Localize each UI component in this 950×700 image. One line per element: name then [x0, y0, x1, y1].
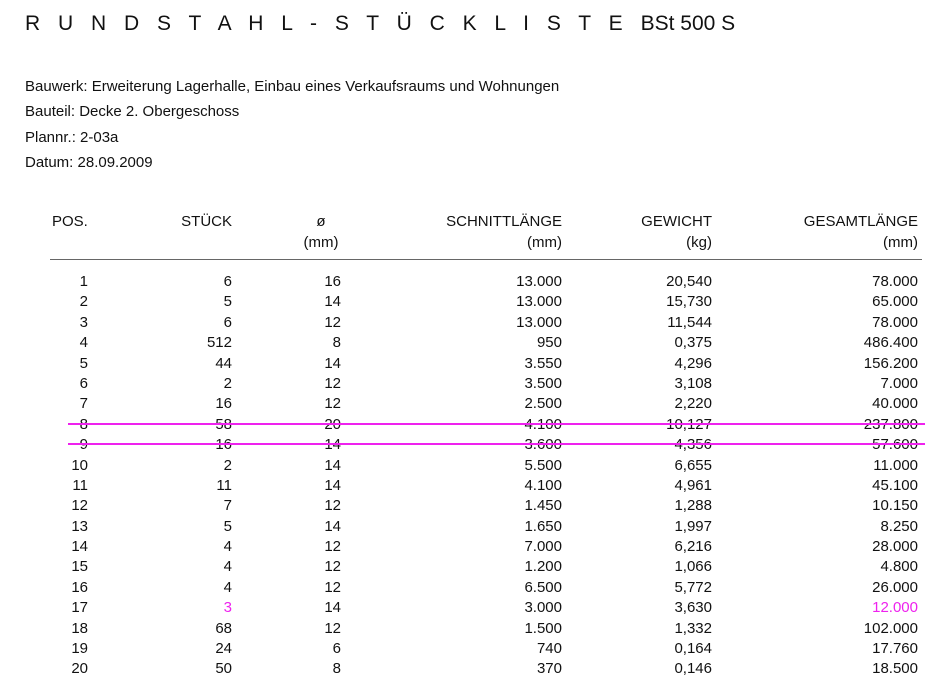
- cell-gesamtlaenge: 28.000: [872, 538, 918, 556]
- cell-schnittlaenge: 950: [536, 334, 562, 352]
- cell-schnittlaenge: 5.500: [524, 456, 562, 474]
- cell-stueck: 68: [215, 619, 232, 637]
- cell-diameter: 8: [332, 334, 341, 352]
- cell-schnittlaenge: 13.000: [516, 273, 562, 290]
- cell-pos: 3: [79, 313, 88, 331]
- cell-gesamtlaenge: 40.000: [872, 395, 918, 413]
- table-row: [0, 517, 950, 537]
- cell-gewicht: 15,730: [666, 293, 712, 311]
- cell-pos: 17: [71, 599, 88, 617]
- cell-diameter: 12: [324, 374, 341, 392]
- cell-stueck: 4: [223, 578, 232, 596]
- cell-gesamtlaenge: 11.000: [873, 456, 918, 474]
- cell-schnittlaenge: 6.500: [524, 578, 562, 596]
- cell-gesamtlaenge: 26.000: [872, 578, 918, 596]
- cell-schnittlaenge: 3.550: [524, 354, 562, 372]
- header-gesamtlaenge: [804, 211, 918, 253]
- cell-schnittlaenge: 7.000: [524, 538, 562, 556]
- cell-schnittlaenge: 13.000: [516, 293, 562, 311]
- cell-stueck: 5: [223, 517, 232, 535]
- cell-gewicht: 1,288: [674, 497, 712, 515]
- cell-pos: 18: [71, 619, 88, 637]
- cell-diameter: 12: [324, 578, 341, 596]
- meta-bauteil: Bauteil: Decke 2. Obergeschoss: [25, 103, 240, 121]
- header-stueck: [181, 211, 232, 232]
- cell-gewicht: 1,997: [674, 517, 712, 535]
- cell-diameter: 14: [324, 599, 341, 617]
- cell-gesamtlaenge: [872, 435, 918, 455]
- cell-pos: 15: [71, 558, 88, 576]
- table-row: [0, 496, 950, 516]
- cell-stueck: 16: [215, 395, 232, 413]
- cell-pos: 6: [79, 374, 88, 392]
- table-row: [0, 354, 950, 374]
- cell-stueck: 512: [206, 334, 232, 352]
- cell-schnittlaenge: [524, 415, 562, 435]
- header-diameter-unit: (mm): [303, 234, 339, 251]
- table-row: [0, 415, 950, 435]
- cell-gesamtlaenge: 12.000: [872, 599, 918, 617]
- cell-stueck: 2: [223, 374, 232, 392]
- cell-stueck: 24: [215, 640, 232, 658]
- strike-through-line: [68, 443, 925, 445]
- cell-diameter: 14: [324, 456, 341, 474]
- cell-diameter: 12: [324, 395, 341, 413]
- cell-schnittlaenge: 1.500: [524, 619, 562, 637]
- header-schnittlaenge-unit: (mm): [527, 234, 562, 251]
- cell-diameter: 14: [324, 354, 341, 372]
- header-diameter-label: ø: [316, 213, 326, 230]
- cell-diameter: 12: [324, 558, 341, 576]
- table-row: [0, 476, 950, 496]
- cell-pos: 14: [71, 538, 88, 556]
- cell-gewicht: 4,961: [674, 476, 712, 494]
- cell-pos: 4: [79, 334, 88, 352]
- cell-diameter: 16: [324, 273, 341, 290]
- cell-gewicht: 0,375: [674, 334, 712, 352]
- cell-diameter: 8: [332, 660, 341, 678]
- cell-gesamtlaenge: 17.760: [872, 640, 918, 658]
- cell-diameter: 12: [324, 313, 341, 331]
- cell-schnittlaenge: [524, 435, 562, 455]
- cell-gesamtlaenge: 8.250: [880, 517, 918, 535]
- cell-schnittlaenge: 1.450: [524, 497, 562, 515]
- table-row: [0, 435, 950, 455]
- table-row: [0, 659, 950, 679]
- document-title: [25, 12, 735, 36]
- header-schnittlaenge-label: SCHNITTLÄNGE: [446, 213, 562, 230]
- cell-stueck: 50: [215, 660, 232, 678]
- cell-gewicht: 0,146: [674, 660, 712, 678]
- cell-gewicht: 6,216: [674, 538, 712, 556]
- cell-pos: [80, 415, 88, 435]
- cell-gesamtlaenge: 65.000: [872, 293, 918, 311]
- cell-schnittlaenge: 13.000: [516, 313, 562, 331]
- cell-pos: 1: [79, 273, 88, 290]
- title-text: R U N D S T A H L - S T Ü C K L I S T E: [25, 12, 629, 35]
- cell-gewicht: 4,296: [674, 354, 712, 372]
- cell-gewicht: 20,540: [666, 273, 712, 290]
- cell-schnittlaenge: 3.500: [524, 374, 562, 392]
- table-row: [0, 333, 950, 353]
- cell-gewicht: 1,332: [674, 619, 712, 637]
- cell-stueck: [215, 415, 232, 435]
- table-row: [0, 557, 950, 577]
- cell-diameter: 14: [324, 517, 341, 535]
- header-gesamtlaenge-label: GESAMTLÄNGE: [803, 213, 918, 230]
- cell-gesamtlaenge: 102.000: [863, 619, 918, 637]
- cell-pos: 11: [72, 476, 88, 494]
- header-stueck-label: STÜCK: [181, 213, 232, 230]
- cell-pos: 12: [71, 497, 88, 515]
- cell-pos: 16: [71, 578, 88, 596]
- cell-pos: 2: [79, 293, 88, 311]
- cell-pos: 7: [79, 395, 88, 413]
- cell-gewicht: 3,108: [674, 374, 712, 392]
- cell-schnittlaenge: 3.000: [524, 599, 562, 617]
- cell-stueck: 3: [223, 599, 232, 617]
- cell-gewicht: 3,630: [674, 599, 712, 617]
- cell-gesamtlaenge: 78.000: [872, 313, 918, 331]
- table-body: [0, 272, 950, 680]
- cell-diameter: 12: [324, 619, 341, 637]
- cell-pos: 13: [71, 517, 88, 535]
- header-gewicht: [641, 211, 712, 253]
- header-gesamtlaenge-unit: (mm): [883, 234, 918, 251]
- header-gewicht-unit: (kg): [686, 234, 712, 251]
- cell-gesamtlaenge: [864, 415, 918, 435]
- cell-diameter: 12: [324, 497, 341, 515]
- meta-bauwerk: Bauwerk: Erweiterung Lagerhalle, Einbau eines Verkaufsraums und Wohnungen: [25, 78, 560, 95]
- cell-gewicht: [666, 415, 712, 435]
- cell-pos: 20: [71, 660, 88, 678]
- table-row: [0, 374, 950, 394]
- cell-stueck: 4: [223, 538, 232, 556]
- cell-stueck: 6: [223, 273, 232, 290]
- document-meta: [25, 74, 559, 175]
- cell-gesamtlaenge: 156.200: [863, 354, 918, 372]
- table-row: [0, 578, 950, 598]
- cell-gewicht: 11,544: [667, 313, 712, 331]
- table-row: [0, 272, 950, 292]
- cell-gesamtlaenge: 45.100: [872, 476, 918, 494]
- cell-stueck: 2: [223, 456, 232, 474]
- table-row: [0, 537, 950, 557]
- cell-stueck: 6: [223, 313, 232, 331]
- cell-diameter: 14: [324, 293, 341, 311]
- cell-diameter: [324, 435, 341, 455]
- cell-pos: 10: [71, 456, 88, 474]
- cell-gesamtlaenge: 4.800: [880, 558, 918, 576]
- cell-stueck: [215, 435, 232, 455]
- cell-stueck: 4: [223, 558, 232, 576]
- header-divider: [50, 259, 922, 260]
- table-row: [0, 313, 950, 333]
- cell-gewicht: 5,772: [674, 578, 712, 596]
- header-diameter: [296, 211, 346, 253]
- cell-gewicht: 0,164: [674, 640, 712, 658]
- cell-gewicht: 6,655: [674, 456, 712, 474]
- table-row: [0, 619, 950, 639]
- cell-pos: 5: [79, 354, 88, 372]
- cell-diameter: 12: [324, 538, 341, 556]
- cell-stueck: 44: [215, 354, 232, 372]
- cell-gesamtlaenge: 486.400: [863, 334, 918, 352]
- cell-pos: 19: [71, 640, 88, 658]
- cell-gewicht: [674, 435, 712, 455]
- cell-stueck: 5: [223, 293, 232, 311]
- cell-schnittlaenge: 1.650: [524, 517, 562, 535]
- header-schnittlaenge: [446, 211, 562, 253]
- cell-stueck: 11: [216, 476, 232, 494]
- cell-schnittlaenge: 1.200: [524, 558, 562, 576]
- cell-stueck: 7: [223, 497, 232, 515]
- cell-pos: [80, 435, 88, 455]
- meta-datum: Datum: 28.09.2009: [25, 153, 153, 171]
- table-row: [0, 598, 950, 618]
- table-row: [0, 292, 950, 312]
- header-pos-label: POS.: [52, 213, 88, 230]
- steel-grade: BSt 500 S: [640, 12, 736, 35]
- table-row: [0, 456, 950, 476]
- cell-gesamtlaenge: 18.500: [872, 660, 918, 678]
- cell-gewicht: 1,066: [674, 558, 712, 576]
- cell-schnittlaenge: 740: [536, 640, 562, 658]
- cell-gesamtlaenge: 78.000: [872, 273, 918, 290]
- cell-schnittlaenge: 2.500: [524, 395, 562, 413]
- strike-through-line: [68, 423, 925, 425]
- cell-diameter: 6: [332, 640, 341, 658]
- table-row: [0, 639, 950, 659]
- cell-diameter: 14: [324, 476, 341, 494]
- cell-diameter: [324, 415, 341, 435]
- header-pos: [52, 211, 88, 232]
- cell-schnittlaenge: 370: [536, 660, 562, 678]
- meta-plannr: Plannr.: 2-03a: [25, 128, 119, 146]
- header-gewicht-label: GEWICHT: [641, 213, 712, 230]
- cell-gesamtlaenge: 7.000: [880, 374, 918, 392]
- cell-schnittlaenge: 4.100: [524, 476, 562, 494]
- cell-gewicht: 2,220: [674, 395, 712, 413]
- cell-gesamtlaenge: 10.150: [872, 497, 918, 515]
- table-row: [0, 394, 950, 414]
